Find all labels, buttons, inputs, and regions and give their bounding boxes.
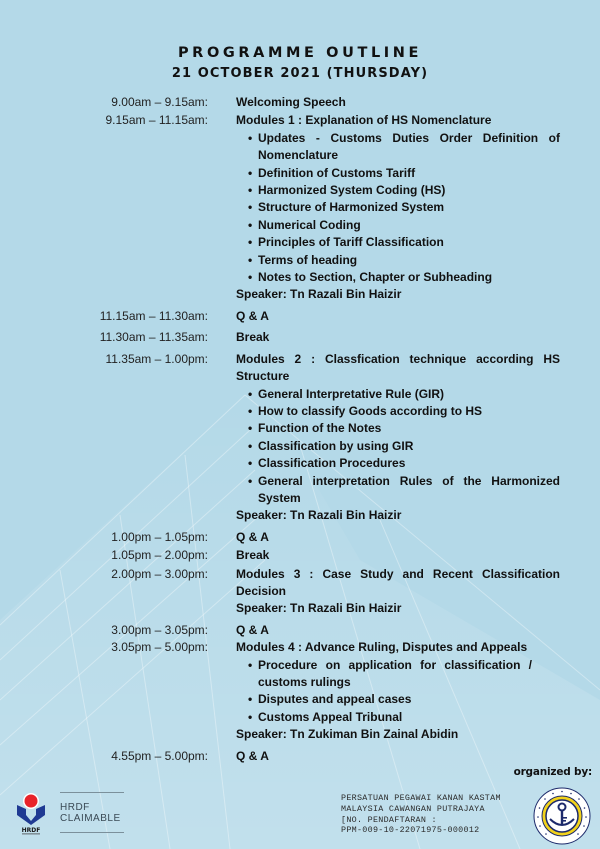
hrdf-claimable-label: HRDF CLAIMABLE xyxy=(60,802,121,824)
schedule-row xyxy=(0,566,600,618)
topic-item: • Classification by using GIR xyxy=(248,438,560,455)
bullet-icon: • xyxy=(248,692,253,707)
bullet-icon: • xyxy=(248,386,253,401)
session-title: Modules 2 : Classfication technique according HS Structure xyxy=(236,351,560,384)
speaker-name: Speaker: Tn Razali Bin Haizir xyxy=(236,287,402,302)
organizer-emblem-icon xyxy=(533,787,591,845)
session-content xyxy=(236,622,560,639)
topic-item: • Disputes and appeal cases xyxy=(248,691,532,708)
session-content xyxy=(236,351,560,525)
schedule-row xyxy=(0,639,600,743)
bullet-icon: • xyxy=(248,270,253,285)
event-date: 21 OCTOBER 2021 (THURSDAY) xyxy=(171,66,429,81)
topic-item: • Definition of Customs Tariff xyxy=(248,165,560,182)
time-slot: 1.00pm – 1.05pm: xyxy=(111,529,208,544)
session-content xyxy=(236,748,560,765)
bullet-icon: • xyxy=(248,473,253,488)
topic-item: • Procedure on application for classification / customs rulings xyxy=(248,657,532,689)
schedule-list xyxy=(0,94,600,765)
topic-item: • Structure of Harmonized System xyxy=(248,199,560,216)
time-slot: 9.15am – 11.15am: xyxy=(105,113,208,128)
schedule-row xyxy=(0,547,600,564)
bullet-icon: • xyxy=(248,456,253,471)
topic-item: • Classification Procedures xyxy=(248,455,560,472)
time-slot: 1.05pm – 2.00pm: xyxy=(111,548,208,563)
session-content xyxy=(236,639,560,743)
session-title: Q & A xyxy=(236,748,269,763)
session-title: Break xyxy=(236,548,270,563)
session-content xyxy=(236,308,560,325)
bullet-icon: • xyxy=(248,217,253,232)
session-title: Q & A xyxy=(236,622,269,637)
hrdf-logo-icon xyxy=(14,791,48,835)
time-slot: 11.15am – 11.30am: xyxy=(99,308,208,323)
session-title: Q & A xyxy=(236,308,269,323)
time-slot: 11.30am – 11.35am: xyxy=(99,330,208,345)
registration-number: PPM-009-10-22071975-000012 xyxy=(341,825,480,836)
session-title: Q & A xyxy=(236,529,269,544)
schedule-row xyxy=(0,351,600,525)
topic-item: • Numerical Coding xyxy=(248,217,560,234)
topic-item: • Customs Appeal Tribunal xyxy=(248,709,532,726)
bullet-icon: • xyxy=(248,657,253,672)
session-title: Welcoming Speech xyxy=(236,95,346,109)
topic-item: • Harmonized System Coding (HS) xyxy=(248,182,560,199)
topic-item: • Notes to Section, Chapter or Subheading xyxy=(248,269,560,286)
time-slot: 9.00am – 9.15am: xyxy=(111,95,208,109)
time-slot: 3.05pm – 5.00pm: xyxy=(111,640,208,655)
schedule-row xyxy=(0,329,600,346)
topic-list xyxy=(236,130,560,287)
session-title: Modules 3 : Case Study and Recent Classification Decision xyxy=(236,566,560,598)
bullet-icon: • xyxy=(248,200,253,215)
schedule-row xyxy=(0,94,600,111)
schedule-row xyxy=(0,529,600,546)
topic-item: • General Interpretative Rule (GIR) xyxy=(248,386,560,403)
session-content xyxy=(236,529,560,546)
topic-item: • Updates - Customs Duties Order Definition of Nomenclature xyxy=(248,130,560,163)
bullet-icon: • xyxy=(248,183,253,198)
topic-item: • General interpretation Rules of the Harmonized System xyxy=(248,473,560,505)
session-content xyxy=(236,112,560,303)
schedule-row xyxy=(0,308,600,325)
time-slot: 2.00pm – 3.00pm: xyxy=(111,566,208,581)
registration-label: [NO. PENDAFTARAN : xyxy=(341,814,437,825)
schedule-row xyxy=(0,112,600,303)
speaker-name: Speaker: Tn Razali Bin Haizir xyxy=(236,601,402,616)
bullet-icon: • xyxy=(248,421,253,436)
time-slot: 3.00pm – 3.05pm: xyxy=(111,622,208,637)
session-content xyxy=(236,547,560,564)
organized-by-label: organized by: xyxy=(513,766,592,778)
session-title: Modules 4 : Advance Ruling, Disputes and Appeals xyxy=(236,640,528,655)
schedule-row xyxy=(0,748,600,765)
bullet-icon: • xyxy=(248,130,253,145)
bullet-icon: • xyxy=(248,438,253,453)
speaker-name: Speaker: Tn Zukiman Bin Zainal Abidin xyxy=(236,727,459,742)
page-title: PROGRAMME OUTLINE xyxy=(177,45,423,61)
topic-item: • Terms of heading xyxy=(248,252,560,269)
session-content xyxy=(236,94,560,111)
bullet-icon: • xyxy=(248,709,253,724)
topic-list xyxy=(236,657,560,727)
organizer-details xyxy=(341,793,501,836)
time-slot: 11.35am – 1.00pm: xyxy=(105,351,208,366)
session-title: Modules 1 : Explanation of HS Nomenclature xyxy=(236,113,492,128)
divider-line xyxy=(60,832,124,833)
topic-item: • How to classify Goods according to HS xyxy=(248,403,560,420)
organizer-name-line: PERSATUAN PEGAWAI KANAN KASTAM xyxy=(341,793,501,803)
organizer-name-line: MALAYSIA CAWANGAN PUTRAJAYA xyxy=(341,803,485,814)
topic-item: • Function of the Notes xyxy=(248,420,560,437)
bullet-icon: • xyxy=(248,165,253,180)
session-content xyxy=(236,329,560,346)
topic-list xyxy=(236,386,560,508)
divider-line xyxy=(60,792,124,793)
schedule-row xyxy=(0,622,600,639)
bullet-icon: • xyxy=(248,403,253,418)
session-title: Break xyxy=(236,330,270,345)
speaker-name: Speaker: Tn Razali Bin Haizir xyxy=(236,508,402,523)
time-slot: 4.55pm – 5.00pm: xyxy=(111,748,208,763)
svg-text:HRDF: HRDF xyxy=(21,827,41,834)
session-content xyxy=(236,566,560,618)
bullet-icon: • xyxy=(248,252,253,267)
topic-item: • Principles of Tariff Classification xyxy=(248,234,560,251)
bullet-icon: • xyxy=(248,235,253,250)
